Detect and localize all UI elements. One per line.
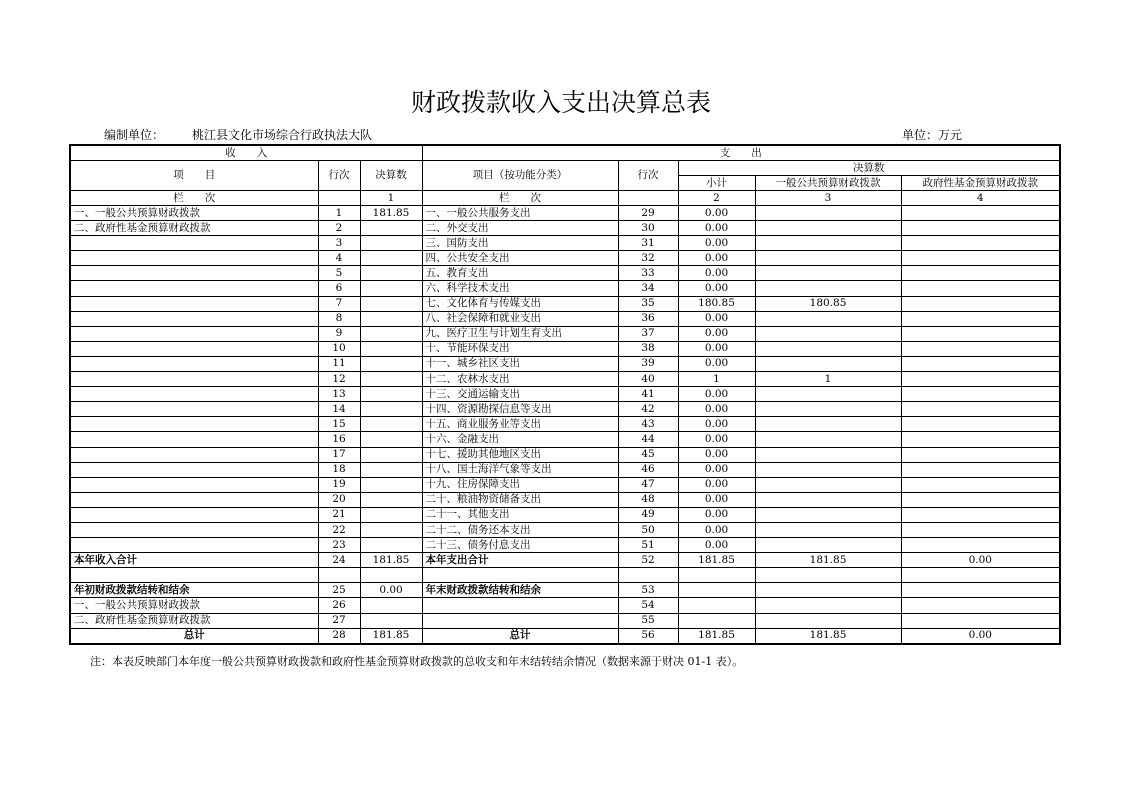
subtotal-header: 小计 bbox=[678, 176, 755, 191]
income-amount bbox=[360, 507, 422, 522]
income-line-no: 17 bbox=[318, 447, 360, 462]
expense-subtotal: 0.00 bbox=[678, 447, 755, 462]
spacer-row bbox=[70, 568, 1060, 583]
column-label: 栏 次 bbox=[70, 191, 318, 206]
income-line-no: 4 bbox=[318, 251, 360, 266]
expense-line-no: 34 bbox=[618, 281, 678, 296]
expense-line-no: 42 bbox=[618, 402, 678, 417]
carry-fund-label: 二、政府性基金预算财政拨款 bbox=[70, 613, 318, 628]
expense-subtotal: 0.00 bbox=[678, 402, 755, 417]
expense-item-header: 项目（按功能分类） bbox=[422, 161, 618, 191]
income-line-no: 7 bbox=[318, 296, 360, 311]
expense-general-budget bbox=[755, 266, 901, 281]
expense-general-budget bbox=[755, 538, 901, 553]
expense-general-budget bbox=[755, 477, 901, 492]
expense-general-budget bbox=[755, 432, 901, 447]
carryover-fund-row bbox=[70, 613, 1060, 628]
expense-fund-budget bbox=[901, 492, 1060, 507]
income-item bbox=[70, 507, 318, 522]
income-amount-header: 决算数 bbox=[360, 161, 422, 191]
income-amount bbox=[360, 522, 422, 537]
income-amount bbox=[360, 296, 422, 311]
expense-general-budget bbox=[755, 492, 901, 507]
grand-total-row bbox=[70, 628, 1060, 644]
income-item bbox=[70, 372, 318, 387]
expense-general-budget bbox=[755, 522, 901, 537]
currency-unit: 单位：万元 bbox=[902, 128, 963, 142]
income-amount bbox=[360, 266, 422, 281]
carry-begin-label: 年初财政拨款结转和结余 bbox=[70, 583, 318, 598]
expense-general-budget bbox=[755, 387, 901, 402]
income-line-no: 19 bbox=[318, 477, 360, 492]
income-item bbox=[70, 251, 318, 266]
expense-subtotal: 1 bbox=[678, 372, 755, 387]
expense-item: 十九、住房保障支出 bbox=[422, 477, 618, 492]
expense-item: 十六、金融支出 bbox=[422, 432, 618, 447]
grand-expense-fund: 0.00 bbox=[901, 628, 1060, 644]
expense-general-budget bbox=[755, 507, 901, 522]
table-row bbox=[70, 266, 1060, 281]
expense-subtotal: 0.00 bbox=[678, 251, 755, 266]
income-line-no: 8 bbox=[318, 311, 360, 326]
carry-fund-expense-no: 55 bbox=[618, 613, 678, 628]
table-row bbox=[70, 462, 1060, 477]
income-item: 二、政府性基金预算财政拨款 bbox=[70, 221, 318, 236]
reporting-unit bbox=[104, 127, 372, 143]
income-amount bbox=[360, 326, 422, 341]
expense-subtotal: 0.00 bbox=[678, 492, 755, 507]
income-item bbox=[70, 326, 318, 341]
expense-fund-budget bbox=[901, 432, 1060, 447]
expense-subtotal: 0.00 bbox=[678, 266, 755, 281]
expense-general-budget bbox=[755, 251, 901, 266]
expense-item: 一、一般公共服务支出 bbox=[422, 206, 618, 221]
expense-fund-budget bbox=[901, 372, 1060, 387]
income-line-no: 22 bbox=[318, 522, 360, 537]
expense-fund-budget bbox=[901, 507, 1060, 522]
income-item bbox=[70, 522, 318, 537]
expense-subtotal: 0.00 bbox=[678, 341, 755, 356]
header-row-columns bbox=[70, 161, 1060, 176]
expense-general-budget bbox=[755, 236, 901, 251]
expense-general-budget bbox=[755, 326, 901, 341]
income-item bbox=[70, 462, 318, 477]
expense-subtotal: 0.00 bbox=[678, 387, 755, 402]
expense-item: 九、医疗卫生与计划生育支出 bbox=[422, 326, 618, 341]
expense-subtotal: 0.00 bbox=[678, 311, 755, 326]
table-row bbox=[70, 311, 1060, 326]
table-row bbox=[70, 538, 1060, 553]
carry-general-no: 26 bbox=[318, 598, 360, 613]
expense-subtotal: 0.00 bbox=[678, 206, 755, 221]
expense-line-no: 31 bbox=[618, 236, 678, 251]
income-line-no-header: 行次 bbox=[318, 161, 360, 191]
carryover-general-row bbox=[70, 598, 1060, 613]
income-line-no: 9 bbox=[318, 326, 360, 341]
expense-item: 二十、粮油物资储备支出 bbox=[422, 492, 618, 507]
expense-fund-budget bbox=[901, 236, 1060, 251]
income-item bbox=[70, 417, 318, 432]
expense-item: 二十三、债务付息支出 bbox=[422, 538, 618, 553]
carryover-row bbox=[70, 583, 1060, 598]
income-item bbox=[70, 356, 318, 371]
income-line-no: 18 bbox=[318, 462, 360, 477]
expense-subtotal: 0.00 bbox=[678, 477, 755, 492]
expense-line-no: 40 bbox=[618, 372, 678, 387]
expense-fund-budget bbox=[901, 281, 1060, 296]
income-item bbox=[70, 477, 318, 492]
expense-line-no: 30 bbox=[618, 221, 678, 236]
expense-subtotal: 0.00 bbox=[678, 522, 755, 537]
expense-line-no: 51 bbox=[618, 538, 678, 553]
table-row bbox=[70, 281, 1060, 296]
income-item bbox=[70, 432, 318, 447]
footnote: 注：本表反映部门本年度一般公共预算财政拨款和政府性基金预算财政拨款的总收支和年末结转结余情况（数据来源于财决 01-1 表）。 bbox=[90, 655, 744, 668]
expense-line-no: 37 bbox=[618, 326, 678, 341]
carry-end-no: 53 bbox=[618, 583, 678, 598]
table-body bbox=[70, 145, 1060, 553]
expense-line-no: 43 bbox=[618, 417, 678, 432]
expense-fund-budget bbox=[901, 356, 1060, 371]
header-row-sections bbox=[70, 145, 1060, 161]
income-amount bbox=[360, 417, 422, 432]
expense-line-no: 47 bbox=[618, 477, 678, 492]
income-item bbox=[70, 387, 318, 402]
income-amount bbox=[360, 447, 422, 462]
year-expense-total-fund: 0.00 bbox=[901, 553, 1060, 568]
income-item-header: 项 目 bbox=[70, 161, 318, 191]
expense-fund-budget bbox=[901, 311, 1060, 326]
expense-subtotal: 0.00 bbox=[678, 221, 755, 236]
table-row bbox=[70, 432, 1060, 447]
column-label: 栏 次 bbox=[422, 191, 618, 206]
income-line-no: 1 bbox=[318, 206, 360, 221]
table-row bbox=[70, 417, 1060, 432]
expense-subtotal: 0.00 bbox=[678, 432, 755, 447]
income-amount bbox=[360, 356, 422, 371]
grand-income-amount: 181.85 bbox=[360, 628, 422, 644]
expense-item: 十七、援助其他地区支出 bbox=[422, 447, 618, 462]
income-item bbox=[70, 266, 318, 281]
income-item bbox=[70, 296, 318, 311]
expense-item: 六、科学技术支出 bbox=[422, 281, 618, 296]
expense-fund-budget bbox=[901, 402, 1060, 417]
grand-expense-label: 总计 bbox=[422, 628, 618, 644]
expense-general-budget bbox=[755, 447, 901, 462]
expense-item: 七、文化体育与传媒支出 bbox=[422, 296, 618, 311]
grand-income-no: 28 bbox=[318, 628, 360, 644]
table-row bbox=[70, 492, 1060, 507]
expense-line-no: 29 bbox=[618, 206, 678, 221]
year-expense-total-no: 52 bbox=[618, 553, 678, 568]
income-amount bbox=[360, 236, 422, 251]
table-row bbox=[70, 296, 1060, 311]
expense-general-budget bbox=[755, 417, 901, 432]
reporting-unit-name: 桃江县文化市场综合行政执法大队 bbox=[192, 128, 373, 142]
expense-item: 二、外交支出 bbox=[422, 221, 618, 236]
expense-line-no: 49 bbox=[618, 507, 678, 522]
carry-begin-no: 25 bbox=[318, 583, 360, 598]
expense-general-budget bbox=[755, 311, 901, 326]
income-amount bbox=[360, 492, 422, 507]
income-item bbox=[70, 402, 318, 417]
income-item bbox=[70, 447, 318, 462]
expense-line-no: 50 bbox=[618, 522, 678, 537]
expense-line-no-header: 行次 bbox=[618, 161, 678, 191]
table-row bbox=[70, 522, 1060, 537]
table-row bbox=[70, 507, 1060, 522]
expense-fund-budget bbox=[901, 341, 1060, 356]
year-expense-total-label: 本年支出合计 bbox=[422, 553, 618, 568]
grand-income-label: 总计 bbox=[70, 628, 318, 644]
table-row bbox=[70, 356, 1060, 371]
grand-expense-general: 181.85 bbox=[755, 628, 901, 644]
expense-item: 十八、国土海洋气象等支出 bbox=[422, 462, 618, 477]
expense-line-no: 38 bbox=[618, 341, 678, 356]
expense-general-budget bbox=[755, 356, 901, 371]
expense-fund-budget bbox=[901, 326, 1060, 341]
income-line-no: 5 bbox=[318, 266, 360, 281]
table-row bbox=[70, 206, 1060, 221]
table-row bbox=[70, 402, 1060, 417]
income-amount bbox=[360, 462, 422, 477]
table-row bbox=[70, 447, 1060, 462]
income-amount bbox=[360, 538, 422, 553]
carry-end-label: 年末财政拨款结转和结余 bbox=[422, 583, 618, 598]
page-title: 财政拨款收入支出决算总表 bbox=[410, 88, 711, 117]
table-row bbox=[70, 372, 1060, 387]
income-amount bbox=[360, 221, 422, 236]
expense-line-no: 44 bbox=[618, 432, 678, 447]
year-expense-total-subtotal: 181.85 bbox=[678, 553, 755, 568]
income-line-no: 16 bbox=[318, 432, 360, 447]
column-index-1: 1 bbox=[360, 191, 422, 206]
table-row bbox=[70, 236, 1060, 251]
expense-subtotal: 0.00 bbox=[678, 507, 755, 522]
carry-general-label: 一、一般公共预算财政拨款 bbox=[70, 598, 318, 613]
year-expense-total-general: 181.85 bbox=[755, 553, 901, 568]
expense-amount-header: 决算数 bbox=[678, 161, 1060, 176]
expense-subtotal: 0.00 bbox=[678, 538, 755, 553]
expense-subtotal: 0.00 bbox=[678, 281, 755, 296]
expense-line-no: 45 bbox=[618, 447, 678, 462]
income-amount bbox=[360, 372, 422, 387]
expense-general-budget bbox=[755, 206, 901, 221]
column-index-blank bbox=[618, 191, 678, 206]
income-line-no: 20 bbox=[318, 492, 360, 507]
income-item bbox=[70, 538, 318, 553]
income-line-no: 6 bbox=[318, 281, 360, 296]
income-line-no: 11 bbox=[318, 356, 360, 371]
expense-fund-budget bbox=[901, 417, 1060, 432]
expense-general-budget bbox=[755, 402, 901, 417]
income-amount bbox=[360, 341, 422, 356]
income-item bbox=[70, 492, 318, 507]
expense-subtotal: 180.85 bbox=[678, 296, 755, 311]
expense-fund-budget bbox=[901, 266, 1060, 281]
table-row bbox=[70, 326, 1060, 341]
grand-expense-no: 56 bbox=[618, 628, 678, 644]
income-line-no: 14 bbox=[318, 402, 360, 417]
expense-line-no: 48 bbox=[618, 492, 678, 507]
expense-item: 十三、交通运输支出 bbox=[422, 387, 618, 402]
table-row bbox=[70, 387, 1060, 402]
carry-fund-no: 27 bbox=[318, 613, 360, 628]
expense-fund-budget bbox=[901, 522, 1060, 537]
expense-general-budget: 180.85 bbox=[755, 296, 901, 311]
income-line-no: 13 bbox=[318, 387, 360, 402]
expense-line-no: 33 bbox=[618, 266, 678, 281]
income-amount bbox=[360, 311, 422, 326]
expense-fund-budget bbox=[901, 221, 1060, 236]
fund-budget-header: 政府性基金预算财政拨款 bbox=[901, 176, 1060, 191]
income-line-no: 12 bbox=[318, 372, 360, 387]
table-row bbox=[70, 251, 1060, 266]
income-amount bbox=[360, 432, 422, 447]
column-index-4: 4 bbox=[901, 191, 1060, 206]
income-section-header: 收 入 bbox=[70, 145, 422, 161]
budget-summary-table bbox=[69, 144, 1061, 645]
income-amount bbox=[360, 402, 422, 417]
expense-subtotal: 0.00 bbox=[678, 326, 755, 341]
expense-item: 十二、农林水支出 bbox=[422, 372, 618, 387]
expense-section-header: 支 出 bbox=[422, 145, 1060, 161]
income-line-no: 2 bbox=[318, 221, 360, 236]
expense-item: 三、国防支出 bbox=[422, 236, 618, 251]
carry-begin-amount: 0.00 bbox=[360, 583, 422, 598]
expense-fund-budget bbox=[901, 538, 1060, 553]
expense-item: 十一、城乡社区支出 bbox=[422, 356, 618, 371]
expense-subtotal: 0.00 bbox=[678, 356, 755, 371]
income-line-no: 23 bbox=[318, 538, 360, 553]
expense-fund-budget bbox=[901, 477, 1060, 492]
expense-line-no: 36 bbox=[618, 311, 678, 326]
table-row bbox=[70, 221, 1060, 236]
expense-item: 四、公共安全支出 bbox=[422, 251, 618, 266]
carry-general-expense-no: 54 bbox=[618, 598, 678, 613]
column-index-row bbox=[70, 191, 1060, 206]
income-amount bbox=[360, 281, 422, 296]
income-item bbox=[70, 341, 318, 356]
expense-item: 十、节能环保支出 bbox=[422, 341, 618, 356]
income-line-no: 21 bbox=[318, 507, 360, 522]
expense-line-no: 46 bbox=[618, 462, 678, 477]
expense-fund-budget bbox=[901, 296, 1060, 311]
expense-general-budget bbox=[755, 281, 901, 296]
column-index-blank bbox=[318, 191, 360, 206]
expense-item: 五、教育支出 bbox=[422, 266, 618, 281]
expense-item: 十四、资源勘探信息等支出 bbox=[422, 402, 618, 417]
income-amount bbox=[360, 251, 422, 266]
income-amount bbox=[360, 477, 422, 492]
income-amount bbox=[360, 387, 422, 402]
expense-line-no: 41 bbox=[618, 387, 678, 402]
expense-item: 二十一、其他支出 bbox=[422, 507, 618, 522]
income-item bbox=[70, 281, 318, 296]
expense-line-no: 35 bbox=[618, 296, 678, 311]
expense-general-budget bbox=[755, 462, 901, 477]
income-amount: 181.85 bbox=[360, 206, 422, 221]
reporting-unit-label: 编制单位： bbox=[104, 128, 165, 142]
year-income-total-label: 本年收入合计 bbox=[70, 553, 318, 568]
expense-fund-budget bbox=[901, 447, 1060, 462]
expense-general-budget bbox=[755, 341, 901, 356]
expense-subtotal: 0.00 bbox=[678, 417, 755, 432]
expense-fund-budget bbox=[901, 462, 1060, 477]
grand-expense-subtotal: 181.85 bbox=[678, 628, 755, 644]
table-row bbox=[70, 477, 1060, 492]
table-row bbox=[70, 341, 1060, 356]
income-item bbox=[70, 236, 318, 251]
expense-item: 八、社会保障和就业支出 bbox=[422, 311, 618, 326]
expense-item: 二十二、债务还本支出 bbox=[422, 522, 618, 537]
income-line-no: 15 bbox=[318, 417, 360, 432]
table-totals bbox=[70, 553, 1060, 644]
expense-line-no: 32 bbox=[618, 251, 678, 266]
income-item: 一、一般公共预算财政拨款 bbox=[70, 206, 318, 221]
income-line-no: 10 bbox=[318, 341, 360, 356]
expense-subtotal: 0.00 bbox=[678, 236, 755, 251]
year-income-total-no: 24 bbox=[318, 553, 360, 568]
expense-line-no: 39 bbox=[618, 356, 678, 371]
expense-fund-budget bbox=[901, 251, 1060, 266]
income-line-no: 3 bbox=[318, 236, 360, 251]
year-income-total-amount: 181.85 bbox=[360, 553, 422, 568]
income-item bbox=[70, 311, 318, 326]
expense-general-budget bbox=[755, 221, 901, 236]
year-total-row bbox=[70, 553, 1060, 568]
expense-fund-budget bbox=[901, 387, 1060, 402]
expense-general-budget: 1 bbox=[755, 372, 901, 387]
column-index-3: 3 bbox=[755, 191, 901, 206]
expense-subtotal: 0.00 bbox=[678, 462, 755, 477]
expense-fund-budget bbox=[901, 206, 1060, 221]
expense-item: 十五、商业服务业等支出 bbox=[422, 417, 618, 432]
column-index-2: 2 bbox=[678, 191, 755, 206]
general-budget-header: 一般公共预算财政拨款 bbox=[755, 176, 901, 191]
